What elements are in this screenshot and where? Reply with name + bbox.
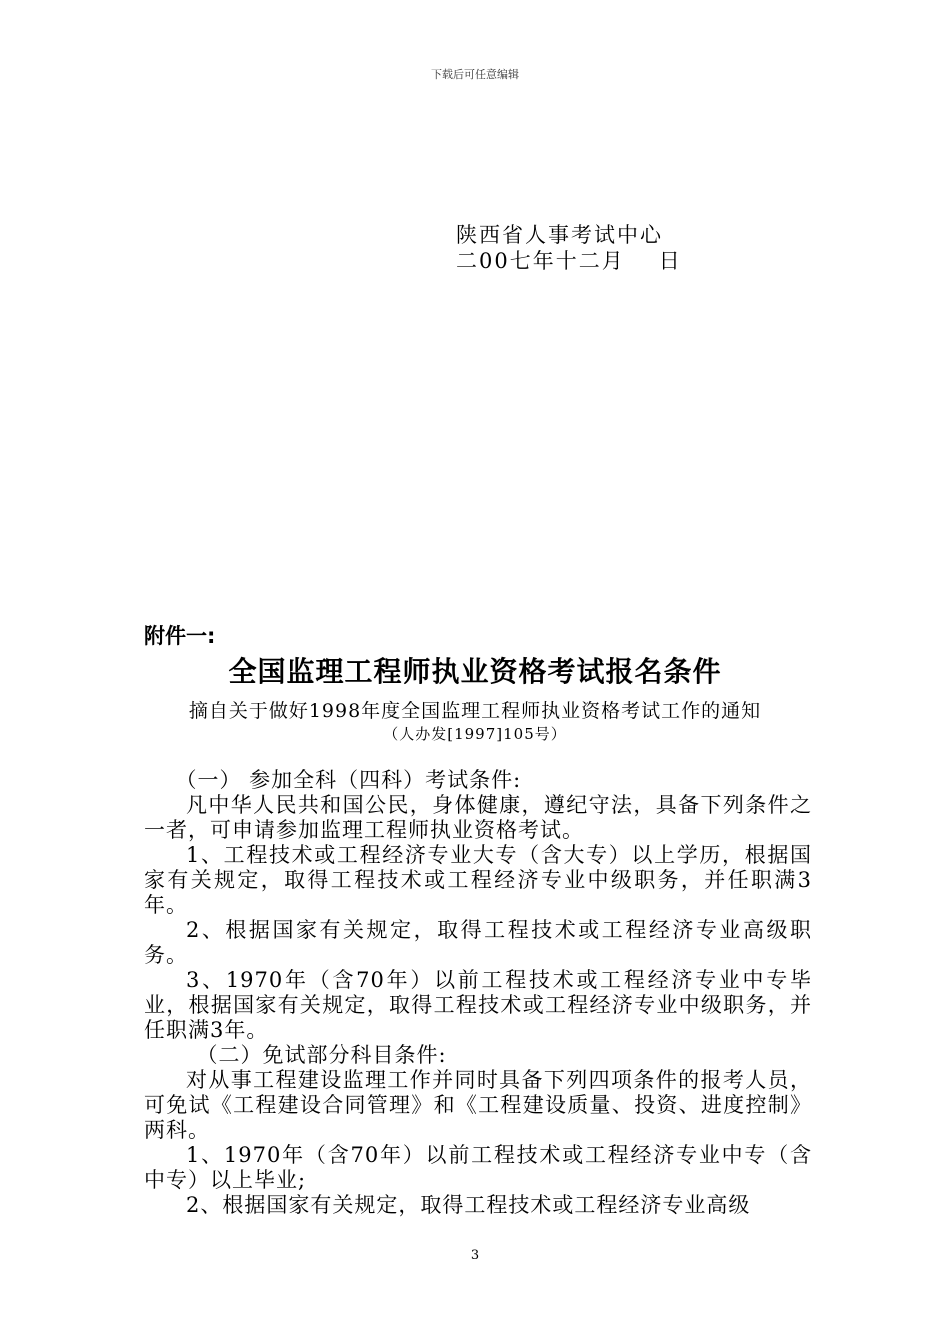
section-heading-exemption: （二）免试部分科目条件: xyxy=(196,1043,447,1067)
paragraph-exemption-1: 1、1970年（含70年）以前工程技术或工程经济专业中专（含中专）以上毕业; xyxy=(144,1143,812,1192)
paragraph-exemption-2: 2、根据国家有关规定，取得工程技术或工程经济专业高级 xyxy=(186,1193,751,1217)
paragraph-eligibility-intro: 凡中华人民共和国公民，身体健康，遵纪守法，具备下列条件之一者，可申请参加监理工程师执业资格考试。 xyxy=(144,793,812,842)
signature-date-suffix: 日 xyxy=(658,249,682,273)
document-number: （人办发[1997]105号） xyxy=(383,725,567,743)
header-note: 下载后可任意编辑 xyxy=(431,68,519,81)
section-heading-full-exam: （一） 参加全科（四科）考试条件: xyxy=(175,768,522,792)
signature-date xyxy=(456,248,682,274)
document-subtitle: 摘自关于做好1998年度全国监理工程师执业资格考试工作的通知 xyxy=(188,700,762,722)
attachment-label: 附件一: xyxy=(144,624,216,648)
paragraph-exemption-intro: 对从事工程建设监理工作并同时具备下列四项条件的报考人员，可免试《工程建设合同管理》和《工程建设质量、投资、进度控制》两科。 xyxy=(144,1068,812,1142)
document-body xyxy=(144,768,812,1218)
paragraph-condition-3: 3、1970年（含70年）以前工程技术或工程经济专业中专毕业，根据国家有关规定，取得工程技术或工程经济专业中级职务，并任职满3年。 xyxy=(144,968,812,1042)
page-number: 3 xyxy=(470,1248,480,1263)
signature-date-prefix: 二00七年十二月 xyxy=(456,249,625,273)
document-title: 全国监理工程师执业资格考试报名条件 xyxy=(228,655,722,688)
paragraph-condition-1: 1、工程技术或工程经济专业大专（含大专）以上学历，根据国家有关规定，取得工程技术或工程经济专业中级职务，并任职满3年。 xyxy=(144,843,812,917)
signature-organization: 陕西省人事考试中心 xyxy=(456,223,663,247)
paragraph-condition-2: 2、根据国家有关规定，取得工程技术或工程经济专业高级职务。 xyxy=(144,918,812,967)
